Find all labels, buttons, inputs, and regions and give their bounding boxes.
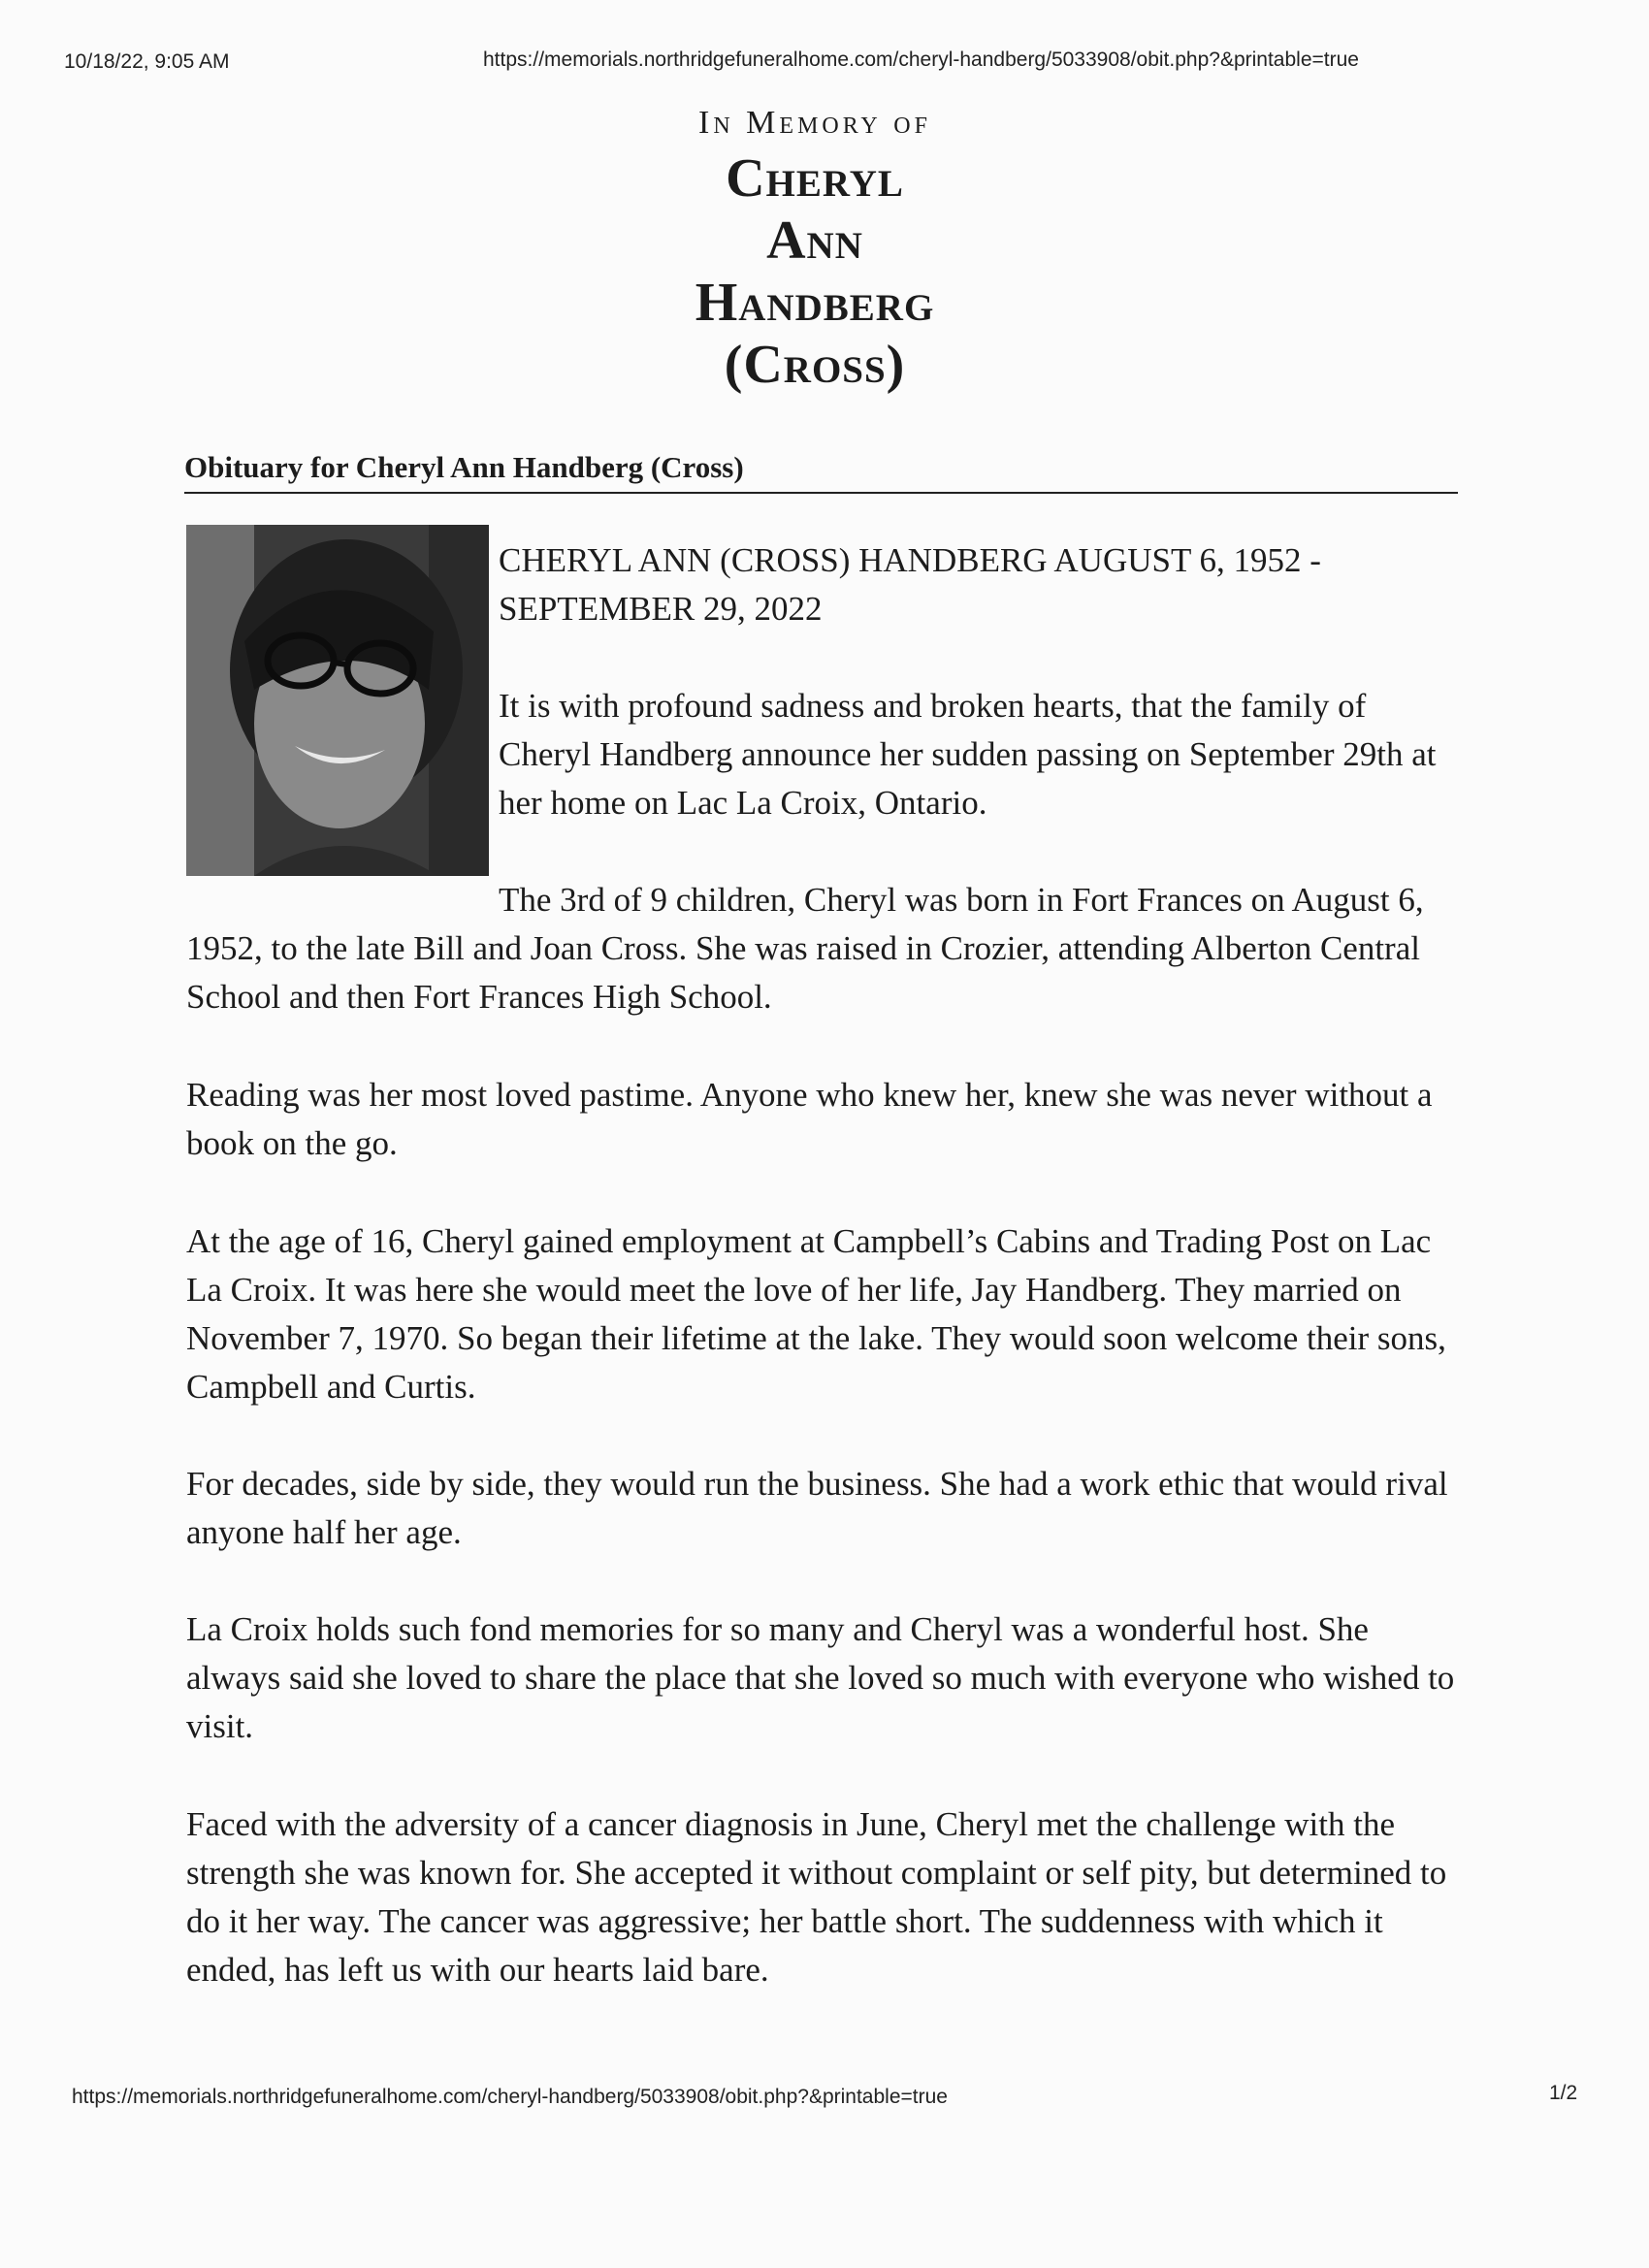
obituary-paragraph: At the age of 16, Cheryl gained employment at Campbell’s Cabins and Trading Post on Lac La Croix. It was here she would meet the love of her life, Jay Handberg. They married on November 7, 1970. So began their lifetime at the lake. They would soon welcome their sons, Campbell and Curtis. [186,1222,1446,1406]
deceased-name-line-2: Ann [766,211,863,271]
memorial-title [485,105,1145,396]
print-footer-url[interactable]: https://memorials.northridgefuneralhome.com/cheryl-handberg/5033908/obit.php?&printable=true [72,2086,948,2108]
obituary-paragraph: For decades, side by side, they would run the business. She had a work ethic that would rival anyone half her age. [186,1465,1448,1551]
page-number: 1/2 [1549,2082,1578,2104]
print-datetime: 10/18/22, 9:05 AM [64,50,230,73]
obituary-paragraph: Reading was her most loved pastime. Anyone who knew her, knew she was never without a book on the go. [186,1076,1433,1162]
deceased-name-line-3: Handberg [695,273,935,333]
obituary-paragraph: Faced with the adversity of a cancer diagnosis in June, Cheryl met the challenge with the strength she was known for. She accepted it without complaint or self pity, but determined to do it her way. The cancer was aggressive; her battle short. The suddenness with which it ended, has left us with our hearts laid bare. [186,1805,1447,1989]
obituary-paragraph: The 3rd of 9 children, Cheryl was born in Fort Frances on August 6, 1952, to the late Bill and Joan Cross. She was raised in Crozier, attending Alberton Central School and then Fort Frances High School. [186,881,1424,1016]
obituary-paragraph: La Croix holds such fond memories for so many and Cheryl was a wonderful host. She always said she loved to share the place that she loved so much with everyone who wished to visit. [186,1610,1455,1745]
obituary-section-heading: Obituary for Cheryl Ann Handberg (Cross) [184,450,744,484]
section-divider [184,492,1458,494]
deceased-name-line-1: Cheryl [726,148,904,209]
deceased-name-line-4: (Cross) [724,335,906,395]
obituary-heading: CHERYL ANN (CROSS) HANDBERG AUGUST 6, 1952 - SEPTEMBER 29, 2022 [499,541,1321,628]
obituary-paragraph: It is with profound sadness and broken hearts, that the family of Cheryl Handberg announce her sudden passing on September 29th at her home on Lac La Croix, Ontario. [499,687,1437,822]
in-memory-of-label: In Memory of [698,105,931,141]
print-header-url[interactable]: https://memorials.northridgefuneralhome.com/cheryl-handberg/5033908/obit.php?&printable=true [483,49,1359,71]
portrait-photo-icon [186,525,489,876]
